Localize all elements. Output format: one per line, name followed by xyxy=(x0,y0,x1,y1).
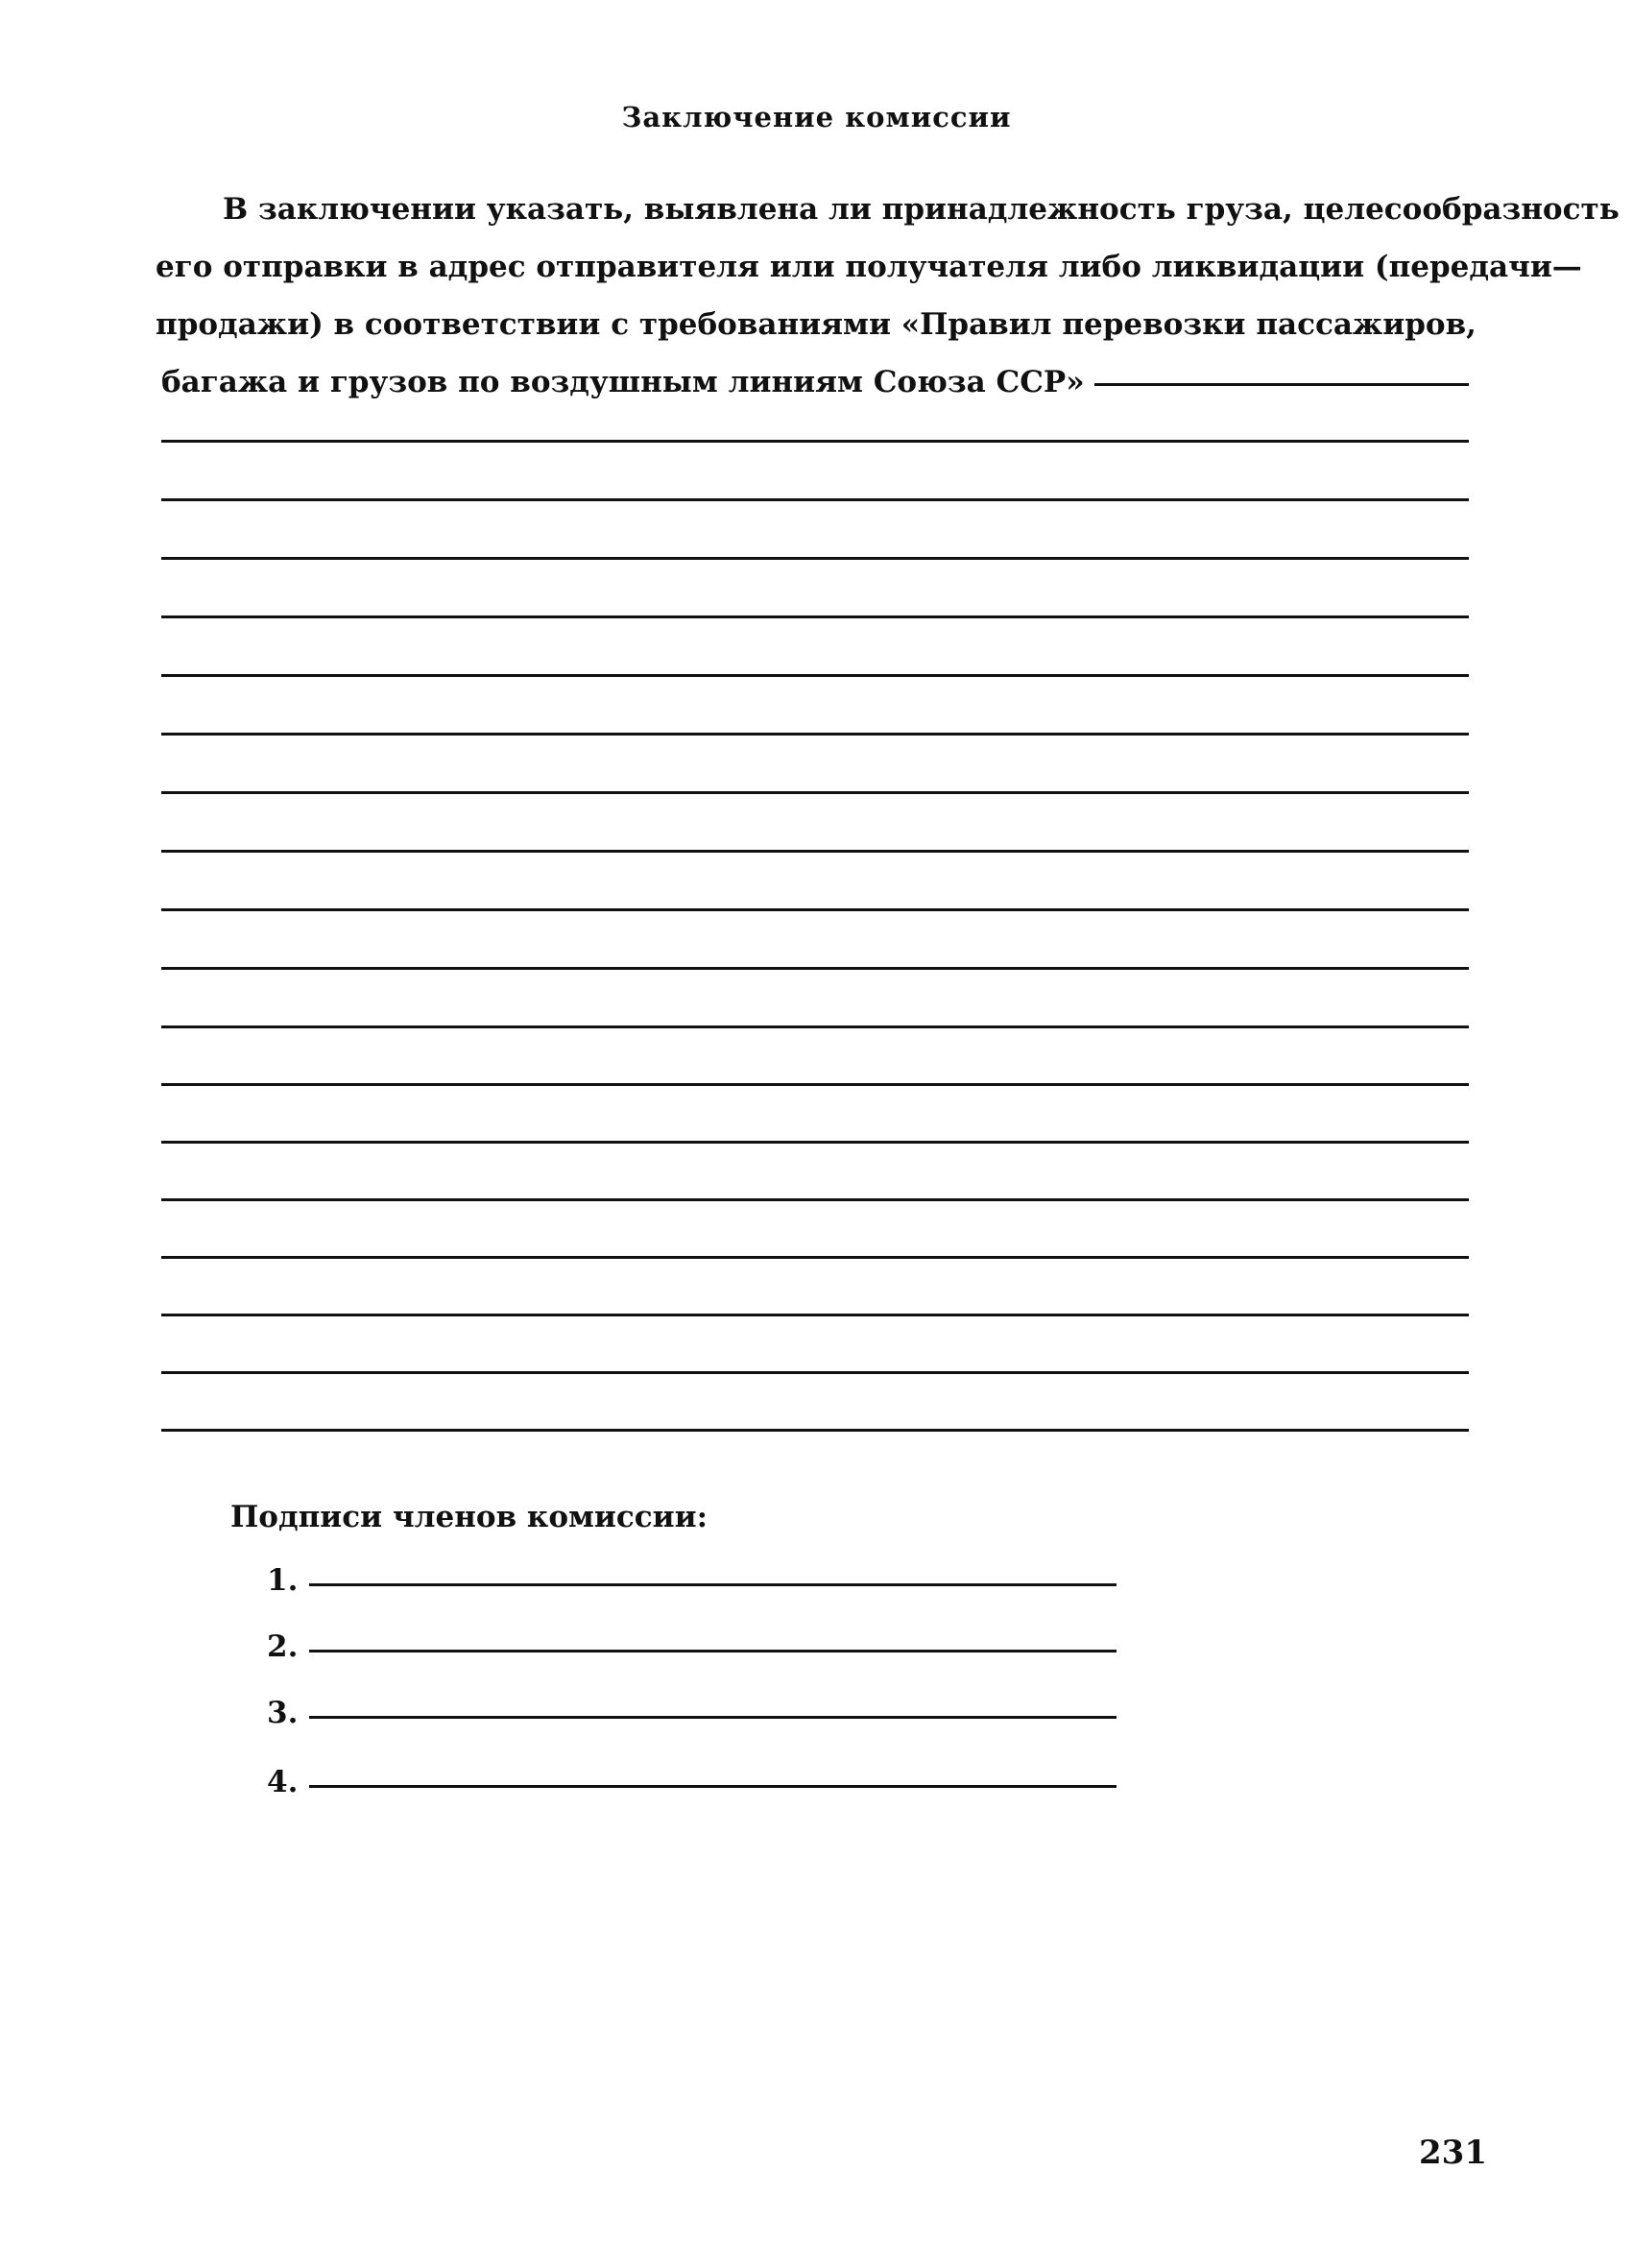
signature-number: 1. xyxy=(267,1563,299,1598)
signature-line[interactable] xyxy=(309,1650,1117,1653)
answer-line[interactable] xyxy=(161,1371,1469,1374)
answer-line[interactable] xyxy=(161,615,1469,618)
signature-number: 2. xyxy=(267,1629,299,1664)
answer-line[interactable] xyxy=(161,1429,1469,1432)
answer-line[interactable] xyxy=(161,1198,1469,1201)
signature-number: 3. xyxy=(267,1696,299,1730)
answer-line[interactable] xyxy=(161,1314,1469,1316)
answer-line[interactable] xyxy=(161,791,1469,794)
instruction-line-4-text: багажа и грузов по воздушным линиям Союза ССР» xyxy=(161,365,1085,399)
signature-number: 4. xyxy=(267,1765,299,1799)
instruction-line-2: его отправки в адрес отправителя или получателя либо ликвидации (передачи— xyxy=(156,250,1582,284)
instruction-line-1: В заключении указать, выявлена ли принадлежность груза, целесообразность xyxy=(223,192,1620,227)
answer-line[interactable] xyxy=(161,908,1469,911)
answer-line[interactable] xyxy=(161,1025,1469,1028)
signature-row xyxy=(267,1563,1117,1598)
answer-line[interactable] xyxy=(161,440,1469,443)
answer-line[interactable] xyxy=(161,1083,1469,1086)
instruction-line-4 xyxy=(161,363,1469,401)
signature-line[interactable] xyxy=(309,1785,1117,1788)
page-number: 231 xyxy=(1419,2134,1487,2172)
instruction-line-3: продажи) в соответствии с требованиями «Правил перевозки пассажиров, xyxy=(156,307,1477,342)
answer-line[interactable] xyxy=(161,557,1469,560)
answer-line[interactable] xyxy=(161,850,1469,853)
answer-line[interactable] xyxy=(161,498,1469,501)
answer-line-inline[interactable] xyxy=(1094,383,1469,386)
signature-line[interactable] xyxy=(309,1583,1117,1586)
answer-line[interactable] xyxy=(161,1141,1469,1144)
signature-row xyxy=(267,1696,1117,1730)
signature-line[interactable] xyxy=(309,1716,1117,1719)
page-title: Заключение комиссии xyxy=(621,101,1012,133)
answer-line[interactable] xyxy=(161,674,1469,677)
answer-line[interactable] xyxy=(161,967,1469,970)
answer-line[interactable] xyxy=(161,1256,1469,1259)
signature-row xyxy=(267,1765,1117,1799)
signature-row xyxy=(267,1629,1117,1664)
answer-line[interactable] xyxy=(161,733,1469,736)
signatures-heading: Подписи членов комиссии: xyxy=(230,1500,708,1534)
